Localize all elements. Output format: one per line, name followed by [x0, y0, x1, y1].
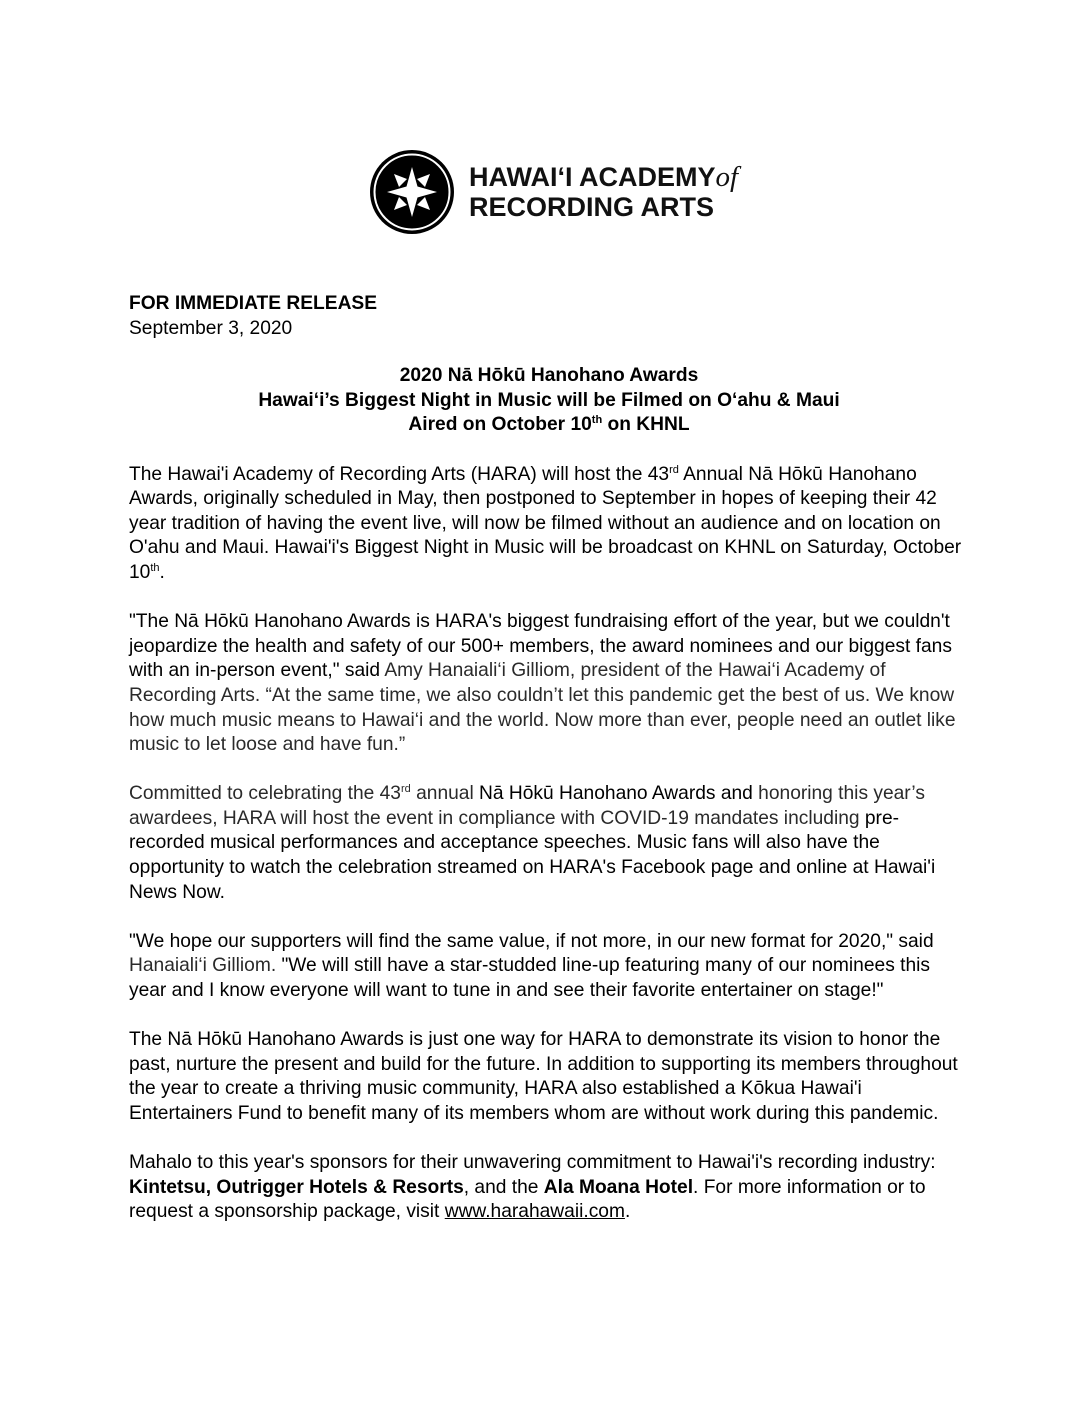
headline: [129, 364, 969, 438]
headline-sup: th: [591, 414, 603, 427]
p6-text-a: Mahalo to this year's sponsors for their unwavering commitment to Hawai'i's recording industry:: [129, 1152, 936, 1174]
website-link[interactable]: www.harahawaii.com: [444, 1201, 625, 1223]
logo-of: of: [715, 161, 739, 193]
p6-text-d: .: [624, 1201, 631, 1223]
paragraph-5: The Nā Hōkū Hanohano Awards is just one way for HARA to demonstrate its vision to honor the past, nurture the present and build for the future. In addition to supporting its members throughout the year to create a thriving music community, HARA also established a Kōkua Hawai'i Entertainers Fund to benefit many of its members whom are without work during this pandemic.: [129, 1029, 958, 1124]
release-date: September 3, 2020: [129, 317, 293, 339]
hara-logo: [369, 149, 738, 235]
p6-text-b: , and the: [463, 1176, 544, 1198]
p3-text-a: Committed to celebrating the 43: [129, 783, 401, 805]
p1-sup-b: th: [150, 561, 160, 574]
p3-text-b: annual: [410, 783, 480, 805]
paragraph-1: [129, 463, 969, 586]
paragraph-2: [129, 610, 969, 758]
headline-line3-text: Aired on October 10: [408, 414, 592, 436]
p1-text-a: The Hawai'i Academy of Recording Arts (HARA) will host the 43: [129, 463, 670, 485]
p3-sup: rd: [400, 783, 411, 796]
p2-text-b: Amy Hanaiali‘i Gilliom, president of the Hawai‘i Academy of Recording Arts. “At the same time, we also couldn’t let this pandemic get the best of us. We know how much music means to Hawai‘i and the world. Now more than ever, people need an outlet like music to let loose and have fun.”: [129, 660, 956, 756]
release-label: FOR IMMEDIATE RELEASE: [129, 293, 378, 314]
press-release: [129, 292, 969, 1225]
headline-line3: [129, 413, 969, 438]
p6-text-c: . For more information or to request a sponsorship package, visit: [129, 1176, 926, 1223]
headline-line2: Hawai‘i’s Biggest Night in Music will be Filmed on O‘ahu & Maui: [258, 389, 840, 411]
p3-text-c: Nā Hōkū Hanohano Awards and: [479, 783, 753, 805]
logo-wordmark: [469, 162, 738, 222]
p4-text-b: Hanaiali‘i Gilliom.: [129, 955, 277, 977]
p3-text-e: pre-recorded musical performances and acceptance speeches. Music fans will also have the opportunity to watch the celebration streamed on HARA's Facebook page and online at Hawai'i News Now.: [129, 807, 936, 903]
sponsor-names: Kintetsu, Outrigger Hotels & Resorts: [129, 1176, 464, 1198]
sponsor-ala-moana: Ala Moana Hotel: [543, 1176, 694, 1198]
paragraph-3: [129, 782, 969, 905]
logo-line1: HAWAIʻI ACADEMY: [469, 162, 716, 192]
headline-line3-end: on KHNL: [602, 414, 690, 436]
p1-text-c: .: [159, 561, 165, 583]
headline-line1: 2020 Nā Hōkū Hanohano Awards: [399, 365, 699, 387]
paragraph-6: [129, 1151, 969, 1225]
p1-sup-a: rd: [669, 463, 679, 476]
star-circle-icon: [369, 149, 455, 235]
p4-text-a: "We hope our supporters will find the same value, if not more, in our new format for 2020," said: [129, 930, 934, 952]
p2-text-a: "The Nā Hōkū Hanohano Awards is HARA's biggest fundraising effort of the year, but we couldn't jeopardize the health and safety of our 500+ members, the award nominees and our biggest fans with an in-person event," said: [129, 611, 952, 682]
paragraph-4: [129, 930, 969, 1004]
logo-line2: RECORDING ARTS: [469, 192, 715, 222]
p4-text-c: "We will still have a star-studded line-up featuring many of our nominees this year and I know everyone will want to tune in and see their favorite entertainer on stage!": [129, 955, 930, 1002]
p3-text-d: honoring this year’s awardees, HARA will host the event in compliance with COVID-19 mandates including: [129, 783, 925, 829]
p1-text-b: Annual Nā Hōkū Hanohano Awards, originally scheduled in May, then postponed to September in hopes of keeping their 42 year tradition of having the event live, will now be filmed without an audience and on location on O'ahu and Maui. Hawai'i's Biggest Night in Music will be broadcast on KHNL on Saturday, October 10: [129, 463, 962, 583]
